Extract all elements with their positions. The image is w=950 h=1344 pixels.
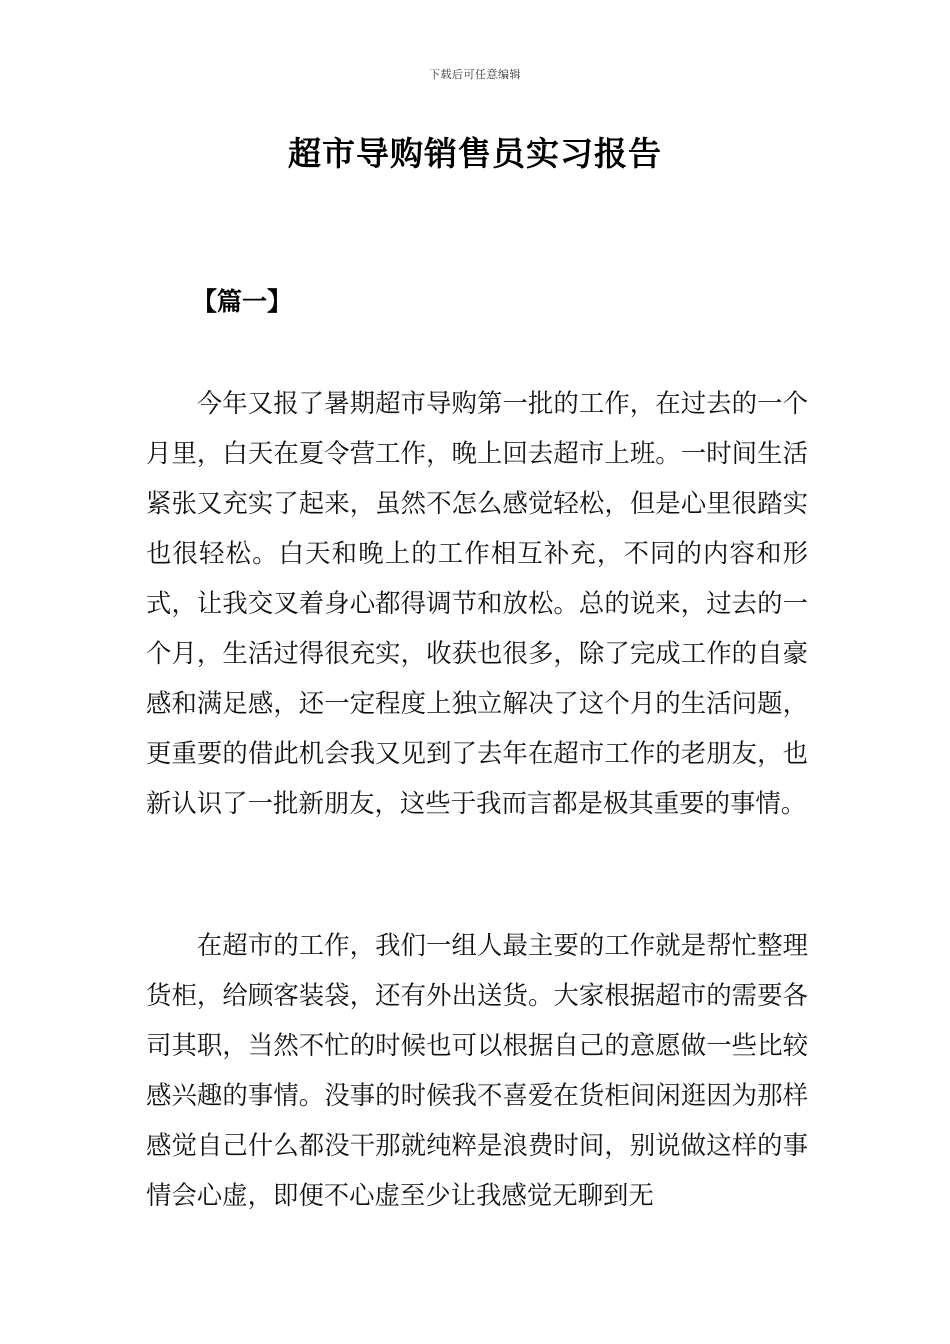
body-paragraph-1: 今年又报了暑期超市导购第一批的工作，在过去的一个月里，白天在夏令营工作，晚上回去超市上班。一时间生活紧张又充实了起来，虽然不怎么感觉轻松，但是心里很踏实也很轻松。白天和晚上的工作相互补充，不同的内容和形式，让我交叉着身心都得调节和放松。总的说来，过去的一个月，生活过得很充实，收获也很多，除了完成工作的自豪感和满足感，还一定程度上独立解决了这个月的生活问题，更重要的借此机会我又见到了去年在超市工作的老朋友，也新认识了一批新朋友，这些于我而言都是极其重要的事情。 xyxy=(146,388,808,818)
body-paragraph-2: 在超市的工作，我们一组人最主要的工作就是帮忙整理货柜，给顾客装袋，还有外出送货。大家根据超市的需要各司其职，当然不忙的时候也可以根据自己的意愿做一些比较感兴趣的事情。没事的时候我不喜爱在货柜间闲逛因为那样感觉自己什么都没干那就纯粹是浪费时间，别说做这样的事情会心虚，即便不心虚至少让我感觉无聊到无 xyxy=(146,930,808,1210)
section-label: 【篇一】 xyxy=(192,287,293,316)
document-title: 超市导购销售员实习报告 xyxy=(288,134,662,173)
header-note: 下载后可任意编辑 xyxy=(429,68,521,81)
